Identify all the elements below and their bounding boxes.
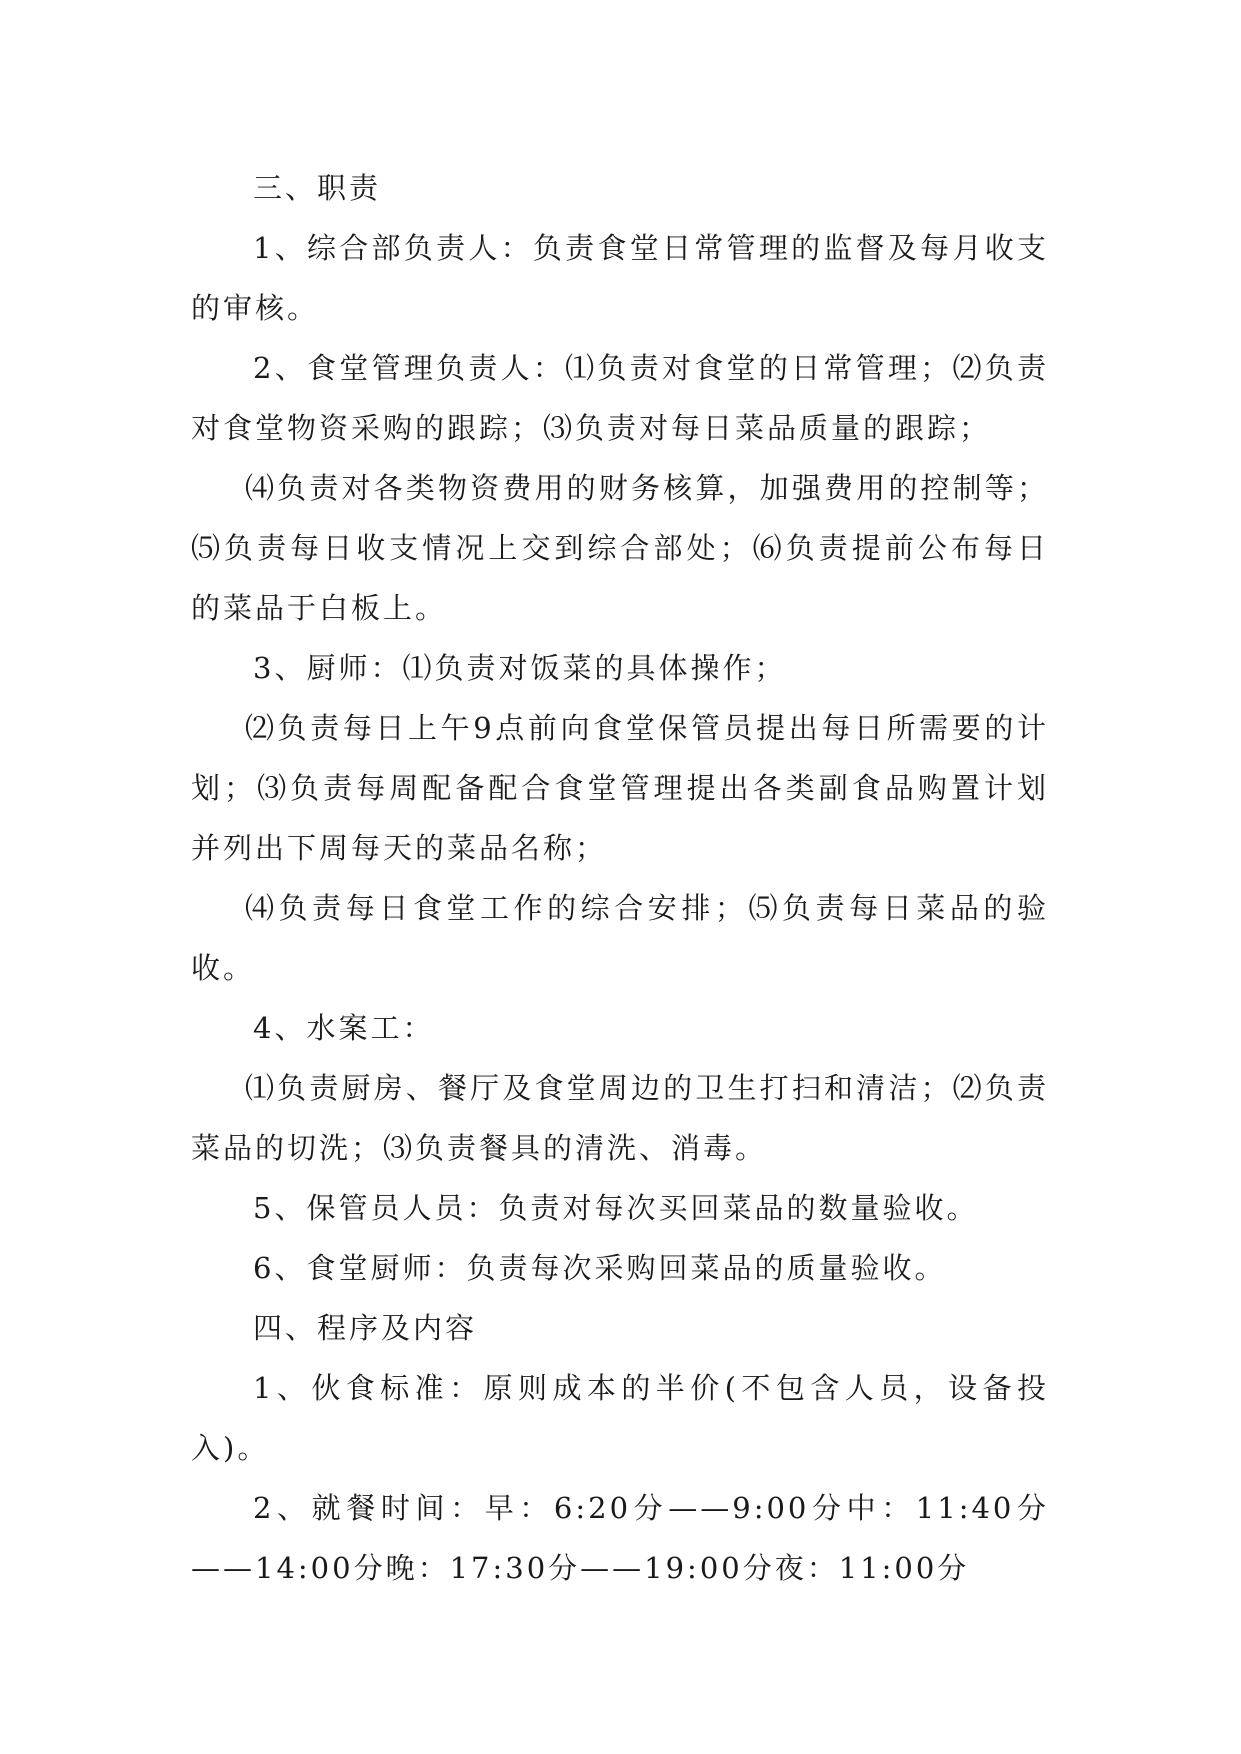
- document-body: [191, 158, 1049, 1598]
- duty-chef-plan: ⑵负责每日上午9点前向食堂保管员提出每日所需要的计划；⑶负责每周配备配合食堂管理提出各类副食品购置计划并列出下周每天的菜品名称；: [191, 711, 1049, 865]
- section-heading-duties: 三、职责: [253, 171, 382, 205]
- duty-general-dept-head: 1、综合部负责人：负责食堂日常管理的监督及每月收支的审核。: [191, 231, 1049, 325]
- meal-times: 2、就餐时间：早：6:20分——9:00分中：11:40分——14:00分晚：17:30分——19:00分夜：11:00分: [191, 1491, 1049, 1585]
- duty-canteen-manager-continued: ⑷负责对各类物资费用的财务核算，加强费用的控制等；⑸负责每日收支情况上交到综合部处；⑹负责提前公布每日的菜品于白板上。: [191, 471, 1049, 625]
- duty-kitchen-helper: 4、水案工：: [253, 1011, 435, 1045]
- duty-chef: 3、厨师：⑴负责对饭菜的具体操作；: [253, 651, 787, 685]
- duty-kitchen-helper-items: ⑴负责厨房、餐厅及食堂周边的卫生打扫和清洁；⑵负责菜品的切洗；⑶负责餐具的清洗、消毒。: [191, 1071, 1049, 1165]
- meal-standard: 1、伙食标准：原则成本的半价(不包含人员，设备投入)。: [191, 1371, 1049, 1465]
- section-heading-procedures: 四、程序及内容: [253, 1311, 478, 1345]
- duty-storekeeper: 5、保管员人员：负责对每次买回菜品的数量验收。: [253, 1191, 979, 1225]
- duty-chef-arrangement: ⑷负责每日食堂工作的综合安排；⑸负责每日菜品的验收。: [191, 891, 1049, 985]
- duty-canteen-manager: 2、食堂管理负责人：⑴负责对食堂的日常管理；⑵负责对食堂物资采购的跟踪；⑶负责对每日菜品质量的跟踪；: [191, 351, 1049, 445]
- duty-canteen-chef: 6、食堂厨师：负责每次采购回菜品的质量验收。: [253, 1251, 947, 1285]
